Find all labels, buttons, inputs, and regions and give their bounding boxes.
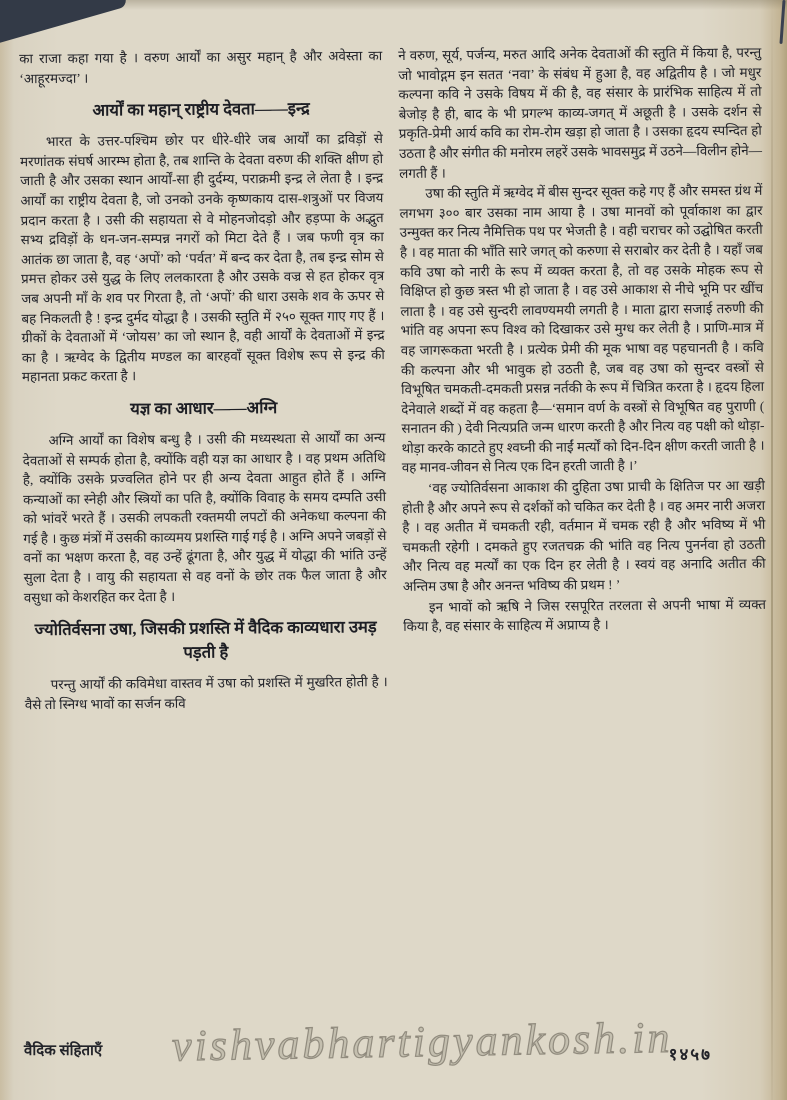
- scan-artifact-right-edge: [771, 0, 773, 1100]
- section-heading-agni: यज्ञ का आधार——अग्नि: [130, 397, 278, 419]
- right-column: [398, 43, 767, 712]
- section-heading-usha: ज्योतिर्वसना उषा, जिसकी प्रशस्ति में वैदिक काव्यधारा उमड़ पड़ती है: [34, 617, 377, 663]
- continuation-paragraph: का राजा कहा गया है । वरुण आर्यों का असुर महान् है और अवेस्ता का ‘आहूरमज्दा’ ।: [19, 48, 383, 86]
- page-footer: [22, 1012, 764, 1074]
- paragraph-agni: अग्नि आर्यों का विशेष बन्धु है । उसी की मध्यस्थता से आर्यों का अन्य देवताओं से सम्पर्क होता है, क्योंकि वही यज्ञ का आधार है । वह प्रथम अतिथि है, क्योंकि उसके प्रज्वलित होने पर ही अन्य देवता आहुत होते हैं । अग्नि कन्याओं का स्नेही और स्त्रियों का पति है, क्योंकि विवाह के समय दम्पति उसी को भांवरें भरते हैं । उसकी लपकती रक्तमयी लपटों की अनेकधा कल्पना की गई है । कुछ मंत्रों में उसकी काव्यमय प्रशस्ति गाई गई है । अग्नि अपने जबड़ों से वनों का भक्षण करता है, वह उन्हें ढूंगता है, और युद्ध में योद्धा की भांति उन्हें सुला देता है । वायु की सहायता से वह वनों के छोर तक फैल जाता है और वसुधा को केशरहित कर देता है ।: [22, 429, 387, 605]
- page-number: १४५७: [668, 1045, 712, 1064]
- paragraph-indra: भारत के उत्तर-पश्चिम छोर पर धीरे-धीरे जब आर्यों का द्रविड़ों से मरणांतक संघर्ष आरम्भ होता है, तब शान्ति के देवता वरुण की शक्ति क्षीण हो जाती है और उसका स्थान आर्यों-सा ही दुर्दम्य, पराक्रमी इन्द्र ले लेता है । इन्द्र आर्यों का राष्ट्रीय देवता है, जो उनको उनके कृष्णकाय दास-शत्रुओं पर विजय प्रदान करता है । उसी की सहायता से वे मोहनजोदड़ो और हड़प्पा के अद्भुत सभ्य द्रविड़ों के धन-जन-सम्पन्न नगरों को मिटा देते हैं । जब फणी वृत्र का आतंक छा जाता है, वह ‘अपों’ को ‘पर्वत’ में बन्द कर देता है, तब इन्द्र सोम से प्रमत्त होकर उसे युद्ध के लिए ललकारता है और उसके वज्र से हत होकर वृत्र जब अपनी माँ के शव पर गिरता है, तो ‘अपों’ की धारा उसके शव के ऊपर से बह निकलती है ! इन्द्र दुर्मद योद्धा है । उसकी स्तुति में २५० सूक्त गाए गए हैं । ग्रीकों के देवताओं में ‘जोयस’ का जो स्थान है, वही आर्यों के देवताओं में इन्द्र का है । ऋग्वेद के द्वितीय मण्डल का बारहवाँ सूक्त विशेष रूप से इन्द्र की महानता प्रकट करता है ।: [20, 131, 385, 385]
- paragraph-usha-intro: परन्तु आर्यों की कविमेधा वास्तव में उषा को प्रशस्ति में मुखरित होती है । वैसे तो स्निग्ध भावों का सर्जन कवि: [24, 674, 388, 713]
- paragraph-usha-quote: ‘वह ज्योतिर्वसना आकाश की दुहिता उषा प्राची के क्षितिज पर आ खड़ी होती है और अपने रूप से दर्शकों को चकित कर देती है । वह अमर नारी अजरा है । वह अतीत में चमकती रही, वर्तमान में चमक रही है और भविष्य में भी चमकती रहेगी । दमकते हुए रजतचक्र की भांति वह नित्य पुनर्नवा हो उठती और नित्य वह मर्त्यों का एक दिन हर लेती है । स्वयं वह अनादि अतीत की अन्तिम उषा है और अनन्त भविष्य की प्रथम ! ’: [402, 477, 766, 594]
- scan-artifact-top-left: [0, 0, 128, 47]
- footer-book-title: वैदिक संहिताएँ: [24, 1043, 103, 1059]
- paragraph-usha-hymns: उषा की स्तुति में ऋग्वेद में बीस सुन्दर सूक्त कहे गए हैं और समस्त ग्रंथ में लगभग ३०० बार उसका नाम आया है । उषा मानवों को पूर्वाकाश का द्वार उन्मुक्त कर नित्य नैमित्तिक पथ पर भेजती है । वही चराचर को उद्घोषित करती है । वह माता की भाँति सारे जगत् को करुणा से सराबोर कर देती है । यहाँ जब कवि उषा को नारी के रूप में व्यक्त करता है, तो वह उसके मोहक रूप से विक्षिप्त हो कुछ त्रस्त भी हो जाता है । वह उसे आकाश से नीचे भूमि पर खींच लाता है । वह उसे सुन्दरी लावण्यमयी लगती है । माता द्वारा सजाई तरुणी की भांति वह अपना रूप विश्व को दिखाकर उसे मुग्ध कर लेती है । प्राणि-मात्र में वह जागरूकता भरती है । प्रत्येक प्रेमी की मूक भाषा वह पहचानती है । कवि की कल्पना और भी भावुक हो उठती है, जब वह उषा को सुन्दर वस्त्रों से विभूषित चमकती-दमकती प्रसन्न नर्तकी के रूप में चित्रित करता है । हृदय हिला देनेवाले शब्दों में वह कहता है—‘समान वर्ण के वस्त्रों से विभूषित वह पुराणी ( सनातन की ) देवी नित्यप्रति जन्म धारण करती है और नित्य वह पक्षी को थोड़ा-थोड़ा करके काटते हुए श्वघ्नी की नाईं मर्त्यों को दिन-दिन क्षीण करती जाती है । वह मानव-जीवन से नित्य एक दिन हरती जाती है ।’: [399, 182, 765, 476]
- watermark-text: vishvabhartigyankosh.in: [171, 1012, 673, 1071]
- section-heading-indra: आर्यों का महान् राष्ट्रीय देवता——इन्द्र: [92, 98, 310, 120]
- paragraph-usha-continued: ने वरुण, सूर्य, पर्जन्य, मरुत आदि अनेक देवताओं की स्तुति में किया है, परन्तु जो भावोद्गम इन सतत ‘नवा’ के संबंध में हुआ है, वह अद्वितीय है । जो मधुर कल्पना कवि ने उसके विषय में की है, वह संसार के प्रारंभिक साहित्य में तो बेजोड़ है ही, बाद के भी प्रगल्भ काव्य-जगत् में अछूती है । उसके दर्शन से प्रकृति-प्रेमी आर्य कवि का रोम-रोम खड़ा हो जाता है । उसका हृदय स्पन्दित हो उठता है और संगीत की मनोरम लहरें उसके भावसमुद्र में उठने—विलीन होने—लगती हैं ।: [398, 44, 763, 181]
- left-column: [19, 46, 388, 715]
- scan-artifact-top-right: [779, 0, 785, 44]
- page-content: [19, 43, 767, 715]
- paragraph-closing: इन भावों को ऋषि ने जिस रसपूरित तरलता से अपनी भाषा में व्यक्त किया है, वह संसार के साहित्य में अप्राप्य है ।: [403, 596, 767, 635]
